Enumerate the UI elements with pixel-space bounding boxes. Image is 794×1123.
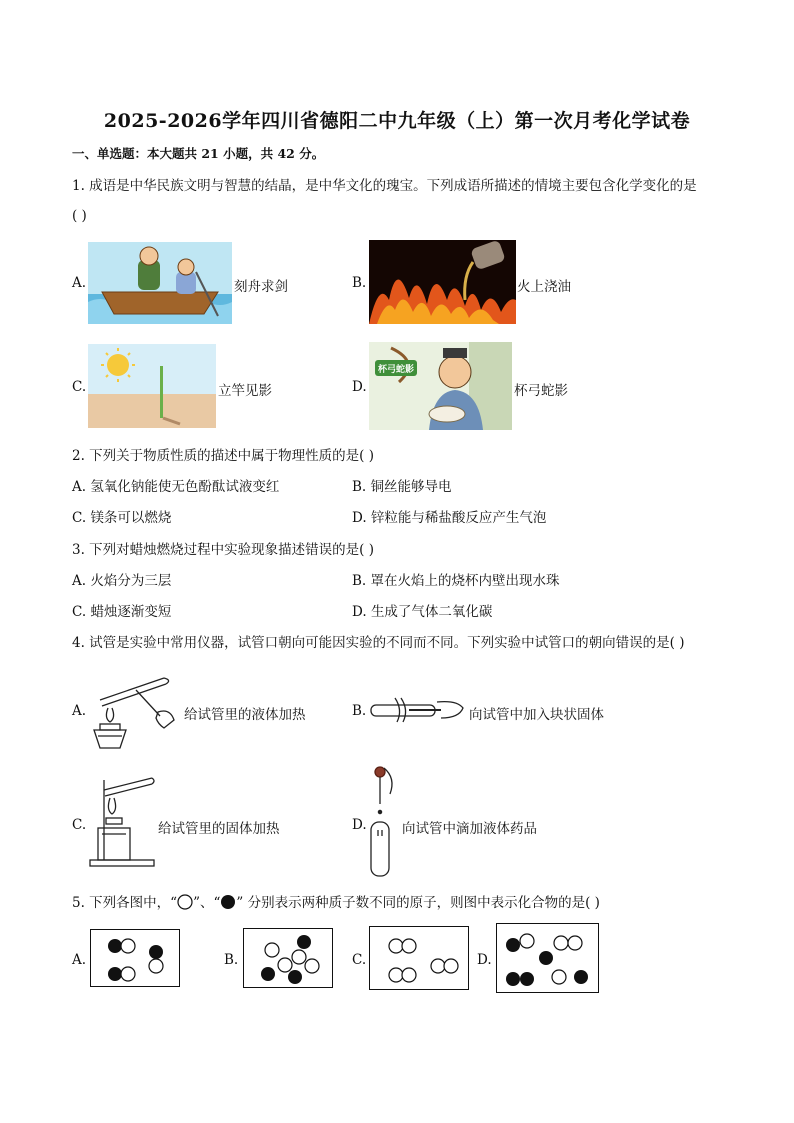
q1-option-a-label: A. [72,275,87,291]
q5-stem-part-b: ”、“ [193,895,221,911]
q3-option-b [352,571,560,591]
q3-option-b-text: 罩在火焰上的烧杯内壁出现水珠 [370,573,560,589]
q3-option-a-text: 火焰分为三层 [90,573,172,589]
q3-option-a [72,571,171,591]
q3-option-b-label: B. [352,573,367,589]
q1-option-d-caption: 杯弓蛇影 [514,383,568,399]
q4-option-d-label: D. [352,817,367,833]
liquid-heating-figure [88,668,180,752]
q4-option-a-label: A. [72,703,87,719]
q1-stem-paren: ( ) [72,208,87,224]
dropper-figure [366,764,402,880]
q1-option-c-caption: 立竿见影 [218,383,272,399]
q1-option-a-caption: 刻舟求剑 [234,279,288,295]
black-atom-icon [220,894,236,910]
q2-option-d-label: D. [352,510,367,526]
q3-option-d-label: D. [352,604,367,620]
q4-option-c-label: C. [72,817,87,833]
q2-option-b [352,477,452,497]
q5-option-a-diagram [90,929,180,987]
q1-option-b-caption: 火上浇油 [517,279,571,295]
q2-option-c-text: 镁条可以燃烧 [90,510,172,526]
page-title: 2025-2026学年四川省德阳二中九年级（上）第一次月考化学试卷 [103,110,691,132]
pole-shadow-illustration [88,344,216,428]
q2-option-c [72,508,171,528]
q2-option-a-label: A. [72,479,87,495]
q4-option-c-caption: 给试管里的固体加热 [158,821,280,837]
q3-option-c-label: C. [72,604,87,620]
q5-option-a-label: A. [72,952,87,968]
q5-option-c-label: C. [352,952,367,968]
q3-option-d [352,602,492,622]
q3-stem: 3. 下列对蜡烛燃烧过程中实验现象描述错误的是( ) [72,542,374,558]
q1-option-d-label: D. [352,379,367,395]
q1-option-b-label: B. [352,275,367,291]
boat-illustration [88,242,232,324]
bow-snake-illustration [369,342,512,430]
q5-stem [72,893,600,913]
q2-option-b-label: B. [352,479,367,495]
q2-option-b-text: 铜丝能够导电 [370,479,452,495]
q3-option-c [72,602,171,622]
fire-illustration [369,240,516,324]
solid-adding-figure [369,694,467,728]
q5-stem-part-a: 5. 下列各图中，“ [72,895,178,911]
q2-option-a-text: 氢氧化钠能使无色酚酞试液变红 [90,479,280,495]
q5-option-b-diagram [243,928,333,988]
q2-stem: 2. 下列关于物质性质的描述中属于物理性质的是( ) [72,448,374,464]
q2-option-c-label: C. [72,510,87,526]
q2-option-d [352,508,546,528]
q3-option-a-label: A. [72,573,87,589]
q4-stem: 4. 试管是实验中常用仪器，试管口朝向可能因实验的不同而不同。下列实验中试管口的朝向错误的是( ) [72,635,685,651]
solid-heating-figure [88,776,158,868]
q5-option-b-label: B. [224,952,239,968]
q1-option-c-label: C. [72,379,87,395]
white-atom-icon [177,894,193,910]
q5-stem-part-c: ” 分别表示两种质子数不同的原子，则图中表示化合物的是( ) [236,895,600,911]
q3-option-c-text: 蜡烛逐渐变短 [90,604,172,620]
q2-option-d-text: 锌粒能与稀盐酸反应产生气泡 [370,510,547,526]
q1-stem: 1. 成语是中华民族文明与智慧的结晶，是中华文化的瑰宝。下列成语所描述的情境主要包含化学变化的是 [72,178,697,194]
section-heading: 一、单选题：本大题共 21 小题，共 42 分。 [72,146,325,161]
q5-option-d-diagram [496,923,599,993]
q3-option-d-text: 生成了气体二氧化碳 [370,604,493,620]
q4-option-d-caption: 向试管中滴加液体药品 [402,821,537,837]
q2-option-a [72,477,279,497]
q5-option-d-label: D. [477,952,492,968]
image-label: 杯弓蛇影 [377,365,415,375]
q4-option-a-caption: 给试管里的液体加热 [184,707,306,723]
q5-option-c-diagram [369,926,469,990]
q4-option-b-caption: 向试管中加入块状固体 [469,707,604,723]
q4-option-b-label: B. [352,703,367,719]
